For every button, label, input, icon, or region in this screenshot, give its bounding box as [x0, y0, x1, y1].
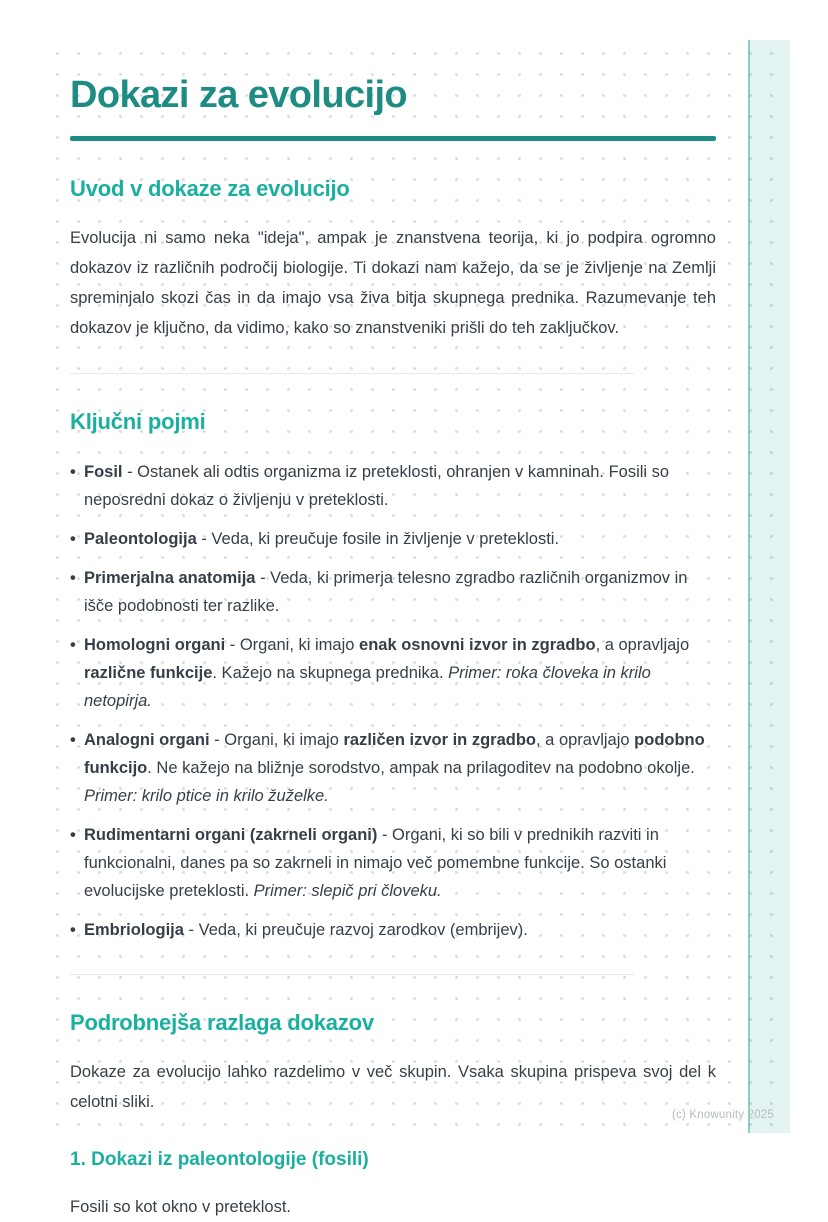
term-bold-text: Paleontologija	[84, 530, 197, 548]
page-title: Dokazi za evolucijo	[70, 74, 408, 116]
term-bold-text: različen izvor in zgradbo	[343, 731, 537, 749]
intro-paragraph: Evolucija ni samo neka "ideja", ampak je znanstvena teorija, ki jo podpira ogromno dokazov iz različnih področij biologije. Ti dokazi nam kažejo, da se je življenje na Zemlji spreminjalo skozi čas in da imajo vsa živa bitja skupnega prednika. Razumevanje teh dokazov je ključno, da vidimo, kako so znanstveniki prišli do teh zaključkov.	[70, 229, 716, 337]
term-bold-text: Embriologija	[84, 921, 184, 939]
plain-text: - Organi, ki so bili v prednikih razviti in funkcionalni, danes pa so zakrneli in nimajo več pomembne funkcije. So ostanki evolucijske preteklosti.	[84, 826, 667, 900]
key-term-item-primerjalna-anatomija	[70, 564, 716, 620]
plain-text: - Veda, ki primerja telesno zgradbo različnih organizmov in išče podobnosti ter razlike.	[84, 569, 688, 615]
copyright-watermark: (c) Knowunity 2025	[671, 1109, 774, 1121]
term-bold-text: Fosil	[84, 463, 123, 481]
term-bold-text: različne funkcije	[84, 664, 213, 682]
details-paragraph: Dokaze za evolucijo lahko razdelimo v več skupin. Vsaka skupina prispeva svoj del k celotni sliki.	[70, 1063, 716, 1111]
key-term-item-homologni-organi	[70, 631, 716, 715]
plain-text: - Veda, ki preučuje razvoj zarodkov (embrijev).	[183, 921, 528, 939]
term-bold-text: enak osnovni izvor in zgradbo	[359, 636, 596, 654]
example-italic-text: Primer: slepič pri človeku.	[253, 882, 442, 900]
key-term-item-rudimentarni-organi	[70, 821, 716, 905]
key-term-item-analogni-organi	[70, 726, 716, 810]
key-term-item-paleontologija	[70, 525, 716, 553]
plain-text: . Ne kažejo na bližnje sorodstvo, ampak na prilagoditev na podobno okolje.	[147, 759, 695, 777]
term-bold-text: Analogni organi	[84, 731, 210, 749]
key-term-item-embriologija	[70, 916, 716, 944]
key-term-item-fosil	[70, 458, 716, 514]
right-margin-strip	[748, 40, 790, 1133]
section-heading-details: Podrobnejša razlaga dokazov	[70, 1010, 374, 1035]
example-italic-text: Primer: roka človeka in krilo netopirja.	[84, 664, 651, 710]
section-divider	[70, 373, 634, 374]
plain-text: . Kažejo na skupnega prednika.	[212, 664, 449, 682]
term-bold-text: Primerjalna anatomija	[84, 569, 256, 587]
plain-text: - Veda, ki preučuje fosile in življenje v preteklosti.	[196, 530, 560, 548]
term-bold-text: Rudimentarni organi (zakrneli organi)	[84, 826, 378, 844]
plain-text: , a opravljajo	[595, 636, 690, 654]
term-bold-text: podobno funkcijo	[84, 731, 705, 777]
key-terms-list	[70, 458, 716, 944]
plain-text: - Organi, ki imajo	[209, 731, 344, 749]
section-divider	[70, 974, 634, 975]
title-underline	[70, 136, 716, 141]
section-heading-intro: Uvod v dokaze za evolucijo	[70, 176, 350, 201]
document-content	[70, 40, 716, 1222]
subsection-heading-paleontology: 1. Dokazi iz paleontologije (fosili)	[70, 1149, 369, 1170]
plain-text: - Ostanek ali odtis organizma iz preteklosti, ohranjen v kamninah. Fosili so neposredni dokaz o življenju v preteklosti.	[84, 463, 670, 509]
term-bold-text: Homologni organi	[84, 636, 226, 654]
plain-text: , a opravljajo	[536, 731, 635, 749]
paleontology-paragraph: Fosili so kot okno v preteklost.	[70, 1198, 292, 1216]
section-heading-key-terms: Ključni pojmi	[70, 409, 206, 434]
example-italic-text: Primer: krilo ptice in krilo žuželke.	[84, 787, 329, 805]
worksheet-background	[44, 40, 790, 1216]
plain-text: - Organi, ki imajo	[225, 636, 360, 654]
